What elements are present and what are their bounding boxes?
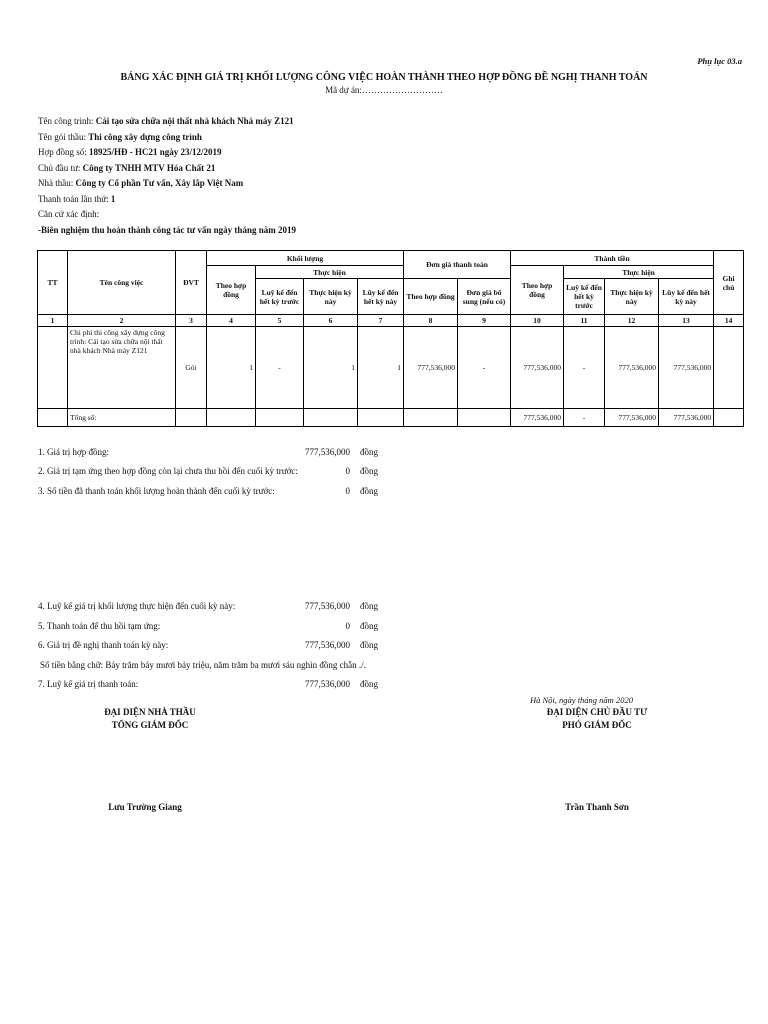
cell-price-extra: -: [458, 327, 511, 409]
header-cum-this: Lũy kế đến hết kỳ này: [358, 279, 404, 315]
summary-item-requested-payment: 6. Giá trị đề nghị thanh toán kỳ này: 777,536,000 đồng: [38, 640, 378, 650]
header-amount: Thành tiền: [511, 251, 714, 266]
contractor-title: ĐẠI DIỆN NHÀ THẦU: [104, 707, 196, 717]
info-investor: Chủ đầu tư: Công ty TNHH MTV Hóa Chất 21: [38, 162, 216, 173]
col-number: 11: [564, 315, 605, 327]
contractor-name: Lưu Trường Giang: [108, 802, 182, 812]
summary-item-contract-value: 1. Giá trị hợp đồng: 777,536,000 đồng: [38, 447, 378, 457]
table-row: [38, 327, 744, 409]
info-contract-number: Hợp đồng số: 18925/HĐ - HC21 ngày 23/12/2019: [38, 147, 222, 157]
summary-item-advance-recovery: 5. Thanh toán để thu hồi tạm ứng: 0 đồng: [38, 621, 378, 631]
col-number: 5: [256, 315, 304, 327]
cell-volume-this: 1: [304, 327, 358, 409]
header-unit: ĐVT: [176, 251, 207, 315]
col-number: 9: [458, 315, 511, 327]
cell-volume-contract: 1: [207, 327, 256, 409]
header-volume-contract: Theo hợp đồng: [207, 266, 256, 315]
col-number: 8: [404, 315, 458, 327]
contractor-role: TỔNG GIÁM ĐỐC: [111, 720, 189, 730]
col-number: 14: [714, 315, 744, 327]
cell-volume-cum-prev: -: [256, 327, 304, 409]
info-payment-number: Thanh toán lần thứ: 1: [38, 193, 116, 204]
summary-item-advance-remaining: 2. Giá trị tạm ứng theo hợp đồng còn lại chưa thu hồi đến cuối kỳ trước: 0 đồng: [38, 466, 378, 476]
header-volume: Khối lượng: [207, 251, 404, 266]
project-info: [38, 116, 296, 240]
header-amt-cum-this: Lũy kế đến hết kỳ này: [659, 279, 714, 315]
document-title: BẢNG XÁC ĐỊNH GIÁ TRỊ KHỐI LƯỢNG CÔNG VIỆC HOÀN THÀNH THEO HỢP ĐỒNG ĐỀ NGHỊ THANH TOÁN: [120, 72, 648, 83]
cell-amount-cum-prev: -: [564, 327, 605, 409]
cell-unit: Gói: [176, 327, 207, 409]
cell-volume-cum-this: 1: [358, 327, 404, 409]
info-project-name: Tên công trình: Cải tạo sửa chữa nội thất nhà khách Nhà máy Z121: [38, 116, 294, 126]
col-number: 7: [358, 315, 404, 327]
project-code: Mã dự án:………………………: [325, 85, 443, 95]
col-number: 10: [511, 315, 564, 327]
summary-item-cumulative-volume: 4. Luỹ kế giá trị khối lượng thực hiện đến cuối kỳ này: 777,536,000 đồng: [38, 601, 378, 611]
col-number: 3: [176, 315, 207, 327]
header-unit-price: Đơn giá thanh toán: [404, 251, 511, 279]
total-amount-this: 777,536,000: [605, 409, 659, 427]
amount-in-words: Số tiền bằng chữ: Bảy trăm bảy mươi bảy triệu, năm trăm ba mươi sáu nghìn đồng chẵn ./.: [40, 660, 366, 670]
header-note: Ghi chú: [714, 251, 744, 315]
col-number: 13: [659, 315, 714, 327]
cell-amount-this: 777,536,000: [605, 327, 659, 409]
col-number: 2: [68, 315, 176, 327]
total-row: [38, 409, 744, 427]
header-amount-contract: Theo hợp đồng: [511, 266, 564, 315]
payment-table: [37, 250, 744, 427]
header-price-extra: Đơn giá bổ sung (nếu có): [458, 279, 511, 315]
owner-name: Trần Thanh Sơn: [565, 802, 629, 812]
column-number-row: [38, 315, 744, 327]
header-work-name: Tên công việc: [68, 251, 176, 315]
total-label: Tổng số:: [68, 409, 176, 427]
total-amount-contract: 777,536,000: [511, 409, 564, 427]
col-number: 6: [304, 315, 358, 327]
header-amt-cum-prev: Luỹ kế đến hết kỳ trước: [564, 279, 605, 315]
header-amt-this: Thực hiện kỳ này: [605, 279, 659, 315]
info-acceptance-record: -Biên nghiệm thu hoàn thành công tác tư vấn ngày tháng năm 2019: [38, 224, 296, 235]
owner-title: ĐẠI DIỆN CHỦ ĐẦU TƯ: [546, 707, 648, 717]
header-this-period: Thực hiện kỳ này: [304, 279, 358, 315]
header-tt: TT: [38, 251, 68, 315]
date-line: Hà Nội, ngày tháng năm 2020: [530, 695, 633, 705]
header-cum-prev: Luỹ kế đến hết kỳ trước: [256, 279, 304, 315]
total-amount-cum-this: 777,536,000: [659, 409, 714, 427]
header-volume-done: Thực hiện: [256, 266, 404, 279]
cell-price-contract: 777,536,000: [404, 327, 458, 409]
info-contractor: Nhà thầu: Công ty Cổ phần Tư vấn, Xây lắp Việt Nam: [38, 178, 244, 188]
info-basis: Căn cứ xác định:: [38, 209, 100, 219]
header-price-contract: Theo hợp đồng: [404, 279, 458, 315]
cell-amount-cum-this: 777,536,000: [659, 327, 714, 409]
cell-work-name: Chi phí thi công xây dựng công trình: Cải tạo sửa chữa nội thất nhà khách Nhà máy Z121: [68, 327, 176, 409]
owner-role: PHÓ GIÁM ĐỐC: [562, 720, 632, 730]
col-number: 12: [605, 315, 659, 327]
cell-tt: [38, 327, 68, 409]
summary-item-cumulative-payment: 7. Luỹ kế giá trị thanh toán: 777,536,000 đồng: [38, 679, 378, 689]
cell-amount-contract: 777,536,000: [511, 327, 564, 409]
col-number: 4: [207, 315, 256, 327]
total-amount-cum-prev: -: [564, 409, 605, 427]
col-number: 1: [38, 315, 68, 327]
summary-item-paid-previous: 3. Số tiền đã thanh toán khối lượng hoàn thành đến cuối kỳ trước: 0 đồng: [38, 486, 378, 496]
header-amount-done: Thực hiện: [564, 266, 714, 279]
appendix-label: Phụ lục 03.a: [697, 56, 742, 66]
info-package-name: Tên gói thầu: Thi công xây dựng công trình: [38, 131, 202, 142]
cell-note: [714, 327, 744, 409]
